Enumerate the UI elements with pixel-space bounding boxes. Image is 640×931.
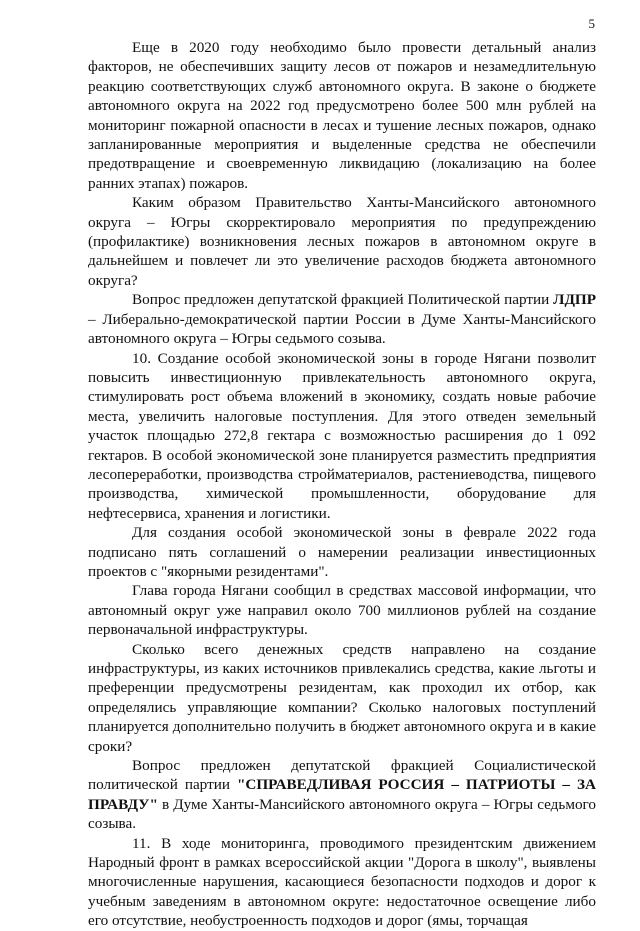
paragraph-agreements-signed: Для создания особой экономической зоны в феврале 2022 года подписано пять соглашений о намерении реализации инвестиционных проектов с "якорными резидентами".: [88, 524, 596, 580]
attribution-suffix: в Думе Ханты-Мансийского автономного округа – Югры седьмого созыва.: [88, 795, 596, 833]
paragraph-road-to-school: 11. В ходе мониторинга, проводимого президентским движением Народный фронт в рамках всероссийской акции "Дорога в школу", выявлены многочисленные нарушения, касающиеся безопасности подходов и дорог к учебным заведениям в автономном округе: недостаточное освещение либо его отсутствие, необустроенность подходов и дорог (ямы, торчащая: [88, 834, 596, 930]
paragraph-fire-prevention-question: Каким образом Правительство Ханты-Мансийского автономного округа – Югры скорректировало мероприятия по предупреждению (профилактике) возникновения лесных пожаров в автономном округе в дальнейшем и повлечет ли это увеличение расходов бюджета автономного округа?: [88, 194, 596, 289]
document-body: [88, 38, 596, 931]
attribution-suffix: – Либерально-демократической партии России в Думе Ханты-Мансийского автономного округа – Югры седьмого созыва.: [88, 310, 596, 348]
paragraph-special-economic-zone: 10. Создание особой экономической зоны в городе Нягани позволит повысить инвестиционную привлекательность автономного округа, стимулировать рост объема вложений в экономику, создать новые рабочие места, увеличить налоговые поступления. Для этого отведен земельный участок площадью 272,8 гектара с возможностью расширения до 1 092 гектаров. В особой экономической зоне планируется разместить предприятия лесопереработки, производства стройматериалов, растениеводства, пищевого производства, химической промышленности, оборудование для нефтесервиса, хранения и логистики.: [88, 349, 596, 522]
party-name-sr: "СПРАВЕДЛИВАЯ РОССИЯ – ПАТРИОТЫ – ЗА ПРАВДУ": [88, 776, 596, 813]
attribution-prefix: Вопрос предложен депутатской фракцией Политической партии: [132, 291, 554, 309]
paragraph-infrastructure-funding: Глава города Нягани сообщил в средствах массовой информации, что автономный округ уже направил около 700 миллионов рублей на создание первоначальной инфраструктуры.: [88, 582, 596, 639]
attribution-prefix: Вопрос предложен депутатской фракцией Социалистической политической партии: [88, 757, 596, 794]
page-number: 5: [588, 16, 595, 31]
paragraph-sr-attribution: [88, 756, 596, 834]
paragraph-funding-question: Сколько всего денежных средств направлено на создание инфраструктуры, из каких источников привлекались средства, какие льготы и преференции предусмотрены резидентам, как проходил их отбор, как определялись управляющие компании? Сколько налоговых поступлений планируется дополнительно получить в бюджет автономного округа и в какие сроки?: [88, 640, 596, 755]
party-name-ldpr: ЛДПР: [553, 291, 596, 309]
paragraph-forest-fires-analysis: Еще в 2020 году необходимо было провести детальный анализ факторов, не обеспечивших защиту лесов от пожаров и незамедлительную реакцию соответствующих служб автономного округа. В законе о бюджете автономного округа на 2022 год предусмотрено более 500 млн рублей на мониторинг пожарной опасности в лесах и тушение лесных пожаров, однако запланированные мероприятия и выделенные средства не обеспечили предотвращение и своевременную ликвидацию (локализацию на более ранних этапах) пожаров.: [88, 39, 596, 192]
paragraph-ldpr-attribution: [88, 290, 596, 348]
